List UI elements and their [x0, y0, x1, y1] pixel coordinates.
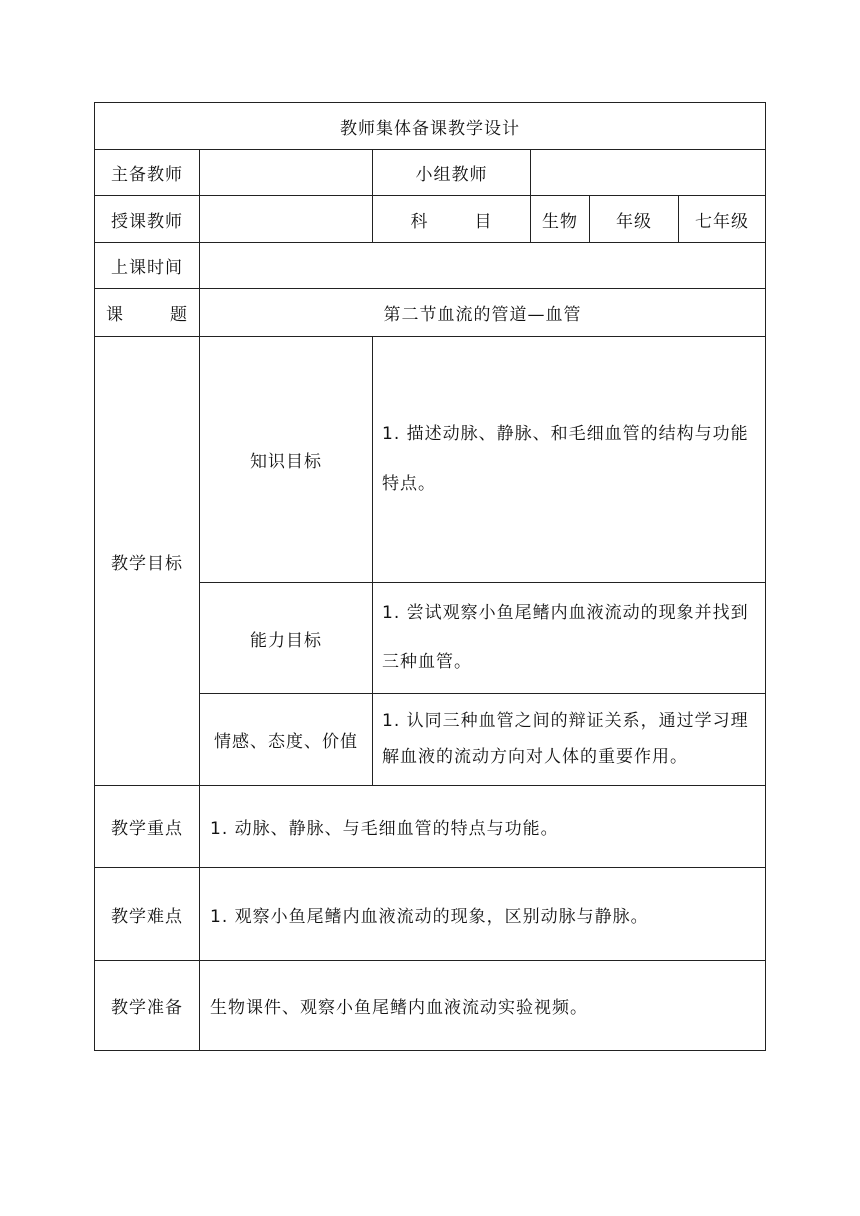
preparation-text: 生物课件、观察小鱼尾鳍内血液流动实验视频。: [200, 961, 766, 1051]
preparation-label: 教学准备: [95, 961, 200, 1051]
topic-label: [95, 289, 200, 337]
teachers-row: [95, 150, 766, 196]
class-time-value: [200, 243, 766, 289]
subject-label: [373, 196, 531, 243]
topic-value: 第二节血流的管道—血管: [200, 289, 766, 337]
page-title: 教师集体备课教学设计: [95, 103, 766, 150]
lecture-teacher-value: [200, 196, 373, 243]
topic-label-a: 课: [106, 305, 124, 325]
grade-label: 年级: [590, 196, 679, 243]
group-teacher-label: 小组教师: [373, 150, 531, 196]
grade-value: 七年级: [679, 196, 766, 243]
difficult-points-text: 1. 观察小鱼尾鳍内血液流动的现象，区别动脉与静脉。: [200, 868, 766, 961]
knowledge-objective-row: [95, 337, 766, 583]
subject-value: 生物: [531, 196, 590, 243]
lecture-row: [95, 196, 766, 243]
key-points-text: 1. 动脉、静脉、与毛细血管的特点与功能。: [200, 786, 766, 868]
main-teacher-value: [200, 150, 373, 196]
title-row: [95, 103, 766, 150]
group-teacher-value: [531, 150, 766, 196]
knowledge-objective-text: 1. 描述动脉、静脉、和毛细血管的结构与功能特点。: [373, 337, 766, 583]
ability-objective-label: 能力目标: [200, 583, 373, 694]
key-points-row: [95, 786, 766, 868]
knowledge-objective-label: 知识目标: [200, 337, 373, 583]
class-time-label: 上课时间: [95, 243, 200, 289]
lesson-plan-table: [94, 102, 766, 1051]
key-points-label: 教学重点: [95, 786, 200, 868]
time-row: [95, 243, 766, 289]
subject-label-b: 目: [474, 211, 493, 232]
attitude-objective-label: 情感、态度、价值: [200, 694, 373, 786]
topic-row: [95, 289, 766, 337]
subject-label-a: 科: [410, 211, 429, 232]
difficult-points-row: [95, 868, 766, 961]
ability-objective-text: 1. 尝试观察小鱼尾鳍内血液流动的现象并找到三种血管。: [373, 583, 766, 694]
objectives-label: 教学目标: [95, 337, 200, 786]
topic-label-b: 题: [170, 305, 188, 325]
preparation-row: [95, 961, 766, 1051]
attitude-objective-text: 1. 认同三种血管之间的辩证关系，通过学习理解血液的流动方向对人体的重要作用。: [373, 694, 766, 786]
lecture-teacher-label: 授课教师: [95, 196, 200, 243]
main-teacher-label: 主备教师: [95, 150, 200, 196]
difficult-points-label: 教学难点: [95, 868, 200, 961]
